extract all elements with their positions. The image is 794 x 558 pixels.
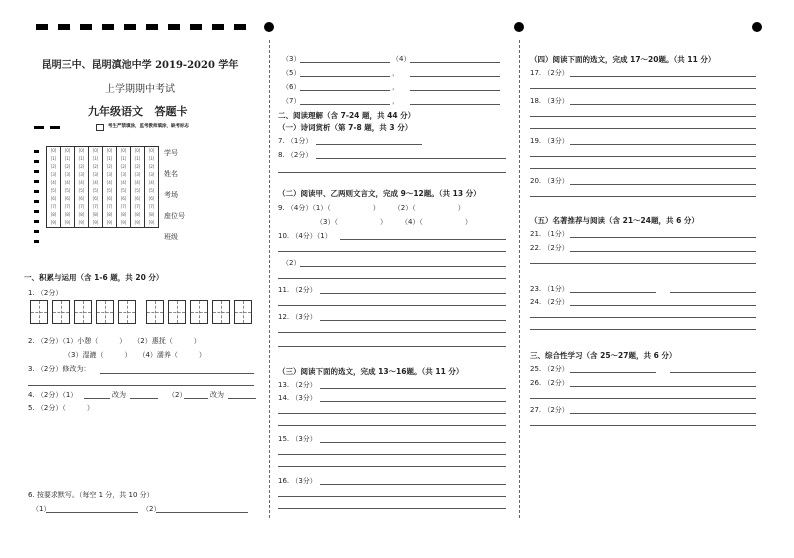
ticket-digit-bubble[interactable]: [9] — [106, 220, 113, 225]
q7-answer-line[interactable] — [316, 144, 422, 145]
ticket-digit-bubble[interactable]: [5] — [106, 188, 113, 193]
q10-2-answer-line-2[interactable] — [278, 278, 506, 279]
q23-answer-line-2[interactable] — [670, 292, 756, 293]
subsection-1-heading: （一）诗词赏析（第 7-8 题，共 3 分） — [278, 123, 413, 132]
ticket-digit-bubble[interactable]: [4] — [120, 180, 127, 185]
q24-answer-line-2[interactable] — [530, 317, 756, 318]
ticket-digit-bubble[interactable]: [3] — [50, 172, 57, 177]
q19-answer-line[interactable] — [570, 144, 756, 145]
q1-label: 1. （2分） — [28, 289, 63, 297]
ticket-digit-bubble[interactable]: [7] — [134, 204, 141, 209]
q25-answer-line-2[interactable] — [670, 372, 756, 373]
q20-answer-line[interactable] — [570, 184, 756, 185]
ticket-digit-bubble[interactable]: [8] — [148, 212, 155, 217]
ticket-digit-bubble[interactable]: [8] — [134, 212, 141, 217]
q14-answer-line-2[interactable] — [278, 413, 506, 414]
q1-grid-cell[interactable] — [212, 300, 230, 324]
ticket-digit-bubble[interactable]: [4] — [148, 180, 155, 185]
ticket-digit-column[interactable] — [130, 146, 145, 228]
q1-grid-cell[interactable] — [30, 300, 48, 324]
info-field-label: 姓名 — [164, 170, 178, 178]
ticket-digit-bubble[interactable]: [3] — [120, 172, 127, 177]
ticket-digit-bubble[interactable]: [2] — [134, 164, 141, 169]
fill-blank-line[interactable] — [410, 62, 500, 63]
ticket-digit-bubble[interactable]: [1] — [92, 156, 99, 161]
q26-label: 26. （2分） — [530, 379, 569, 387]
ticket-digit-bubble[interactable]: [7] — [50, 204, 57, 209]
q11-answer-line-2[interactable] — [278, 305, 506, 306]
info-field-label: 班级 — [164, 233, 178, 241]
q15-label: 15. （3分） — [278, 435, 317, 443]
ticket-digit-column[interactable] — [60, 146, 75, 228]
fill-blank-line[interactable] — [410, 90, 500, 91]
ticket-digit-bubble[interactable]: [7] — [120, 204, 127, 209]
fill-blank-line[interactable] — [300, 76, 390, 77]
ticket-digit-bubble[interactable]: [0] — [78, 148, 85, 153]
ticket-digit-column[interactable] — [116, 146, 131, 228]
q16-label: 16. （3分） — [278, 477, 317, 485]
ticket-digit-bubble[interactable]: [5] — [134, 188, 141, 193]
ticket-digit-bubble[interactable]: [1] — [106, 156, 113, 161]
exam-title: 上学期期中考试 — [105, 84, 175, 95]
ticket-digit-bubble[interactable]: [0] — [106, 148, 113, 153]
ticket-digit-bubble[interactable]: [9] — [148, 220, 155, 225]
ticket-digit-bubble[interactable]: [1] — [120, 156, 127, 161]
q23-answer-line[interactable] — [570, 292, 656, 293]
q22-label: 22. （2分） — [530, 244, 569, 252]
q26-answer-line[interactable] — [570, 386, 756, 387]
q1-grid-cell[interactable] — [146, 300, 164, 324]
q22-answer-line-2[interactable] — [530, 263, 756, 264]
q18-answer-line-3[interactable] — [530, 128, 756, 129]
ticket-digit-bubble[interactable]: [9] — [78, 220, 85, 225]
ticket-digit-column[interactable] — [88, 146, 103, 228]
q3-label: 3. （2分）修改为： — [28, 365, 91, 373]
q22-answer-line[interactable] — [570, 251, 756, 252]
ticket-digit-bubble[interactable]: [2] — [92, 164, 99, 169]
q18-label: 18. （3分） — [530, 97, 569, 105]
ticket-digit-bubble[interactable]: [7] — [64, 204, 71, 209]
q8-answer-line[interactable] — [316, 158, 506, 159]
q12-answer-line-3[interactable] — [278, 346, 506, 347]
ticket-digit-bubble[interactable]: [7] — [106, 204, 113, 209]
ticket-digit-bubble[interactable]: [4] — [78, 180, 85, 185]
ticket-digit-bubble[interactable]: [0] — [134, 148, 141, 153]
ticket-digit-bubble[interactable]: [0] — [148, 148, 155, 153]
q4-1-answer[interactable] — [130, 398, 158, 399]
ticket-digit-column[interactable] — [46, 146, 61, 228]
q4-2-label: （2） — [168, 391, 187, 399]
ticket-digit-bubble[interactable]: [5] — [92, 188, 99, 193]
fill-blank-line[interactable] — [410, 104, 500, 105]
q1-grid-cell[interactable] — [96, 300, 114, 324]
q26-answer-line-2[interactable] — [530, 398, 756, 399]
q4-1-blank[interactable] — [84, 398, 110, 399]
ticket-digit-bubble[interactable]: [6] — [50, 196, 57, 201]
subsection-3-heading: （三）阅读下面的选文，完成 13～16题。（共 11 分） — [278, 367, 464, 376]
q19-answer-line-3[interactable] — [530, 168, 756, 169]
q10-2-answer-line[interactable] — [300, 266, 506, 267]
school-title: 昆明三中、昆明滇池中学 2019-2020 学年 — [41, 60, 239, 71]
q4-change-label-2: 改为 — [210, 391, 224, 399]
q1-grid-cell[interactable] — [234, 300, 252, 324]
ticket-digit-bubble[interactable]: [2] — [148, 164, 155, 169]
absent-notice: 考生严禁填涂，监考教师填涂，缺考标志 — [108, 124, 189, 129]
q24-label: 24. （2分） — [530, 298, 569, 306]
ticket-digit-bubble[interactable]: [9] — [50, 220, 57, 225]
ticket-digit-bubble[interactable]: [8] — [64, 212, 71, 217]
info-field-label: 座位号 — [164, 212, 185, 220]
q23-label: 23. （1分） — [530, 285, 569, 293]
q4-2-blank[interactable] — [184, 398, 208, 399]
q12-answer-line-2[interactable] — [278, 332, 506, 333]
ticket-digit-bubble[interactable]: [6] — [134, 196, 141, 201]
q10-1-answer-line-2[interactable] — [278, 251, 506, 252]
q17-label: 17. （2分） — [530, 69, 569, 77]
ticket-digit-bubble[interactable]: [6] — [92, 196, 99, 201]
ticket-digit-bubble[interactable]: [5] — [148, 188, 155, 193]
ticket-digit-bubble[interactable]: [0] — [50, 148, 57, 153]
q6-label: 6. 按要求默写。（每空 1 分，共 10 分） — [28, 491, 154, 499]
q1-grid-cell[interactable] — [168, 300, 186, 324]
ticket-digit-bubble[interactable]: [9] — [134, 220, 141, 225]
q7-label: 7. （1分） — [278, 137, 313, 145]
ticket-digit-bubble[interactable]: [3] — [134, 172, 141, 177]
ticket-digit-column[interactable] — [74, 146, 89, 228]
ticket-digit-bubble[interactable]: [4] — [106, 180, 113, 185]
ticket-digit-bubble[interactable]: [2] — [50, 164, 57, 169]
q1-grid-cell[interactable] — [190, 300, 208, 324]
q12-label: 12. （3分） — [278, 313, 317, 321]
ticket-digit-bubble[interactable]: [3] — [78, 172, 85, 177]
q25-label: 25. （2分） — [530, 365, 569, 373]
absent-checkbox[interactable] — [96, 124, 104, 131]
ticket-digit-bubble[interactable]: [3] — [148, 172, 155, 177]
ticket-digit-bubble[interactable]: [7] — [78, 204, 85, 209]
q27-answer-line-2[interactable] — [530, 425, 756, 426]
ticket-digit-bubble[interactable]: [4] — [64, 180, 71, 185]
info-field-label: 学号 — [164, 149, 178, 157]
q18-answer-line-2[interactable] — [530, 116, 756, 117]
subsection-5-heading: （五）名著推荐与阅读（含 21～24题，共 6 分） — [530, 216, 699, 225]
q27-label: 27. （2分） — [530, 406, 569, 414]
q1-grid-cell[interactable] — [52, 300, 70, 324]
q24-answer-line-3[interactable] — [530, 329, 756, 330]
q11-answer-line[interactable] — [320, 293, 506, 294]
q27-answer-line[interactable] — [570, 413, 756, 414]
ticket-digit-bubble[interactable]: [6] — [148, 196, 155, 201]
q4-2-answer[interactable] — [228, 398, 256, 399]
ticket-digit-bubble[interactable]: [0] — [92, 148, 99, 153]
q14-answer-line-3[interactable] — [278, 425, 506, 426]
fill-blank-label: （4） — [392, 55, 411, 63]
ticket-digit-bubble[interactable]: [3] — [106, 172, 113, 177]
fill-blank-line[interactable] — [300, 90, 390, 91]
q20-label: 20. （3分） — [530, 177, 569, 185]
q17-answer-line[interactable] — [570, 76, 756, 77]
ticket-digit-bubble[interactable]: [8] — [120, 212, 127, 217]
q21-answer-line[interactable] — [570, 237, 756, 238]
q1-grid-cell[interactable] — [74, 300, 92, 324]
ticket-digit-bubble[interactable]: [3] — [92, 172, 99, 177]
ticket-digit-bubble[interactable]: [0] — [64, 148, 71, 153]
q10-1-answer-line[interactable] — [340, 239, 506, 240]
q24-answer-line[interactable] — [570, 305, 756, 306]
q3-answer-line[interactable] — [100, 373, 254, 374]
q19-label: 19. （3分） — [530, 137, 569, 145]
ticket-digit-bubble[interactable]: [2] — [64, 164, 71, 169]
ticket-digit-bubble[interactable]: [4] — [134, 180, 141, 185]
ticket-digit-bubble[interactable]: [4] — [92, 180, 99, 185]
ticket-digit-bubble[interactable]: [1] — [50, 156, 57, 161]
q14-answer-line[interactable] — [320, 401, 506, 402]
ticket-digit-bubble[interactable]: [4] — [50, 180, 57, 185]
fill-blank-label: ， — [392, 83, 399, 91]
q19-answer-line-2[interactable] — [530, 156, 756, 157]
q13-answer-line[interactable] — [320, 388, 506, 389]
info-field-label: 考场 — [164, 191, 178, 199]
subject-title: 九年级语文 答题卡 — [88, 105, 188, 118]
q8-label: 8. （2分） — [278, 151, 313, 159]
ticket-digit-column[interactable] — [102, 146, 117, 228]
q4-change-label: 改为 — [112, 391, 126, 399]
q15-answer-line[interactable] — [320, 442, 506, 443]
q15-answer-line-3[interactable] — [278, 466, 506, 467]
section-3-heading: 三、综合性学习（含 25～27题，共 6 分） — [530, 351, 677, 360]
q10-label: 10. （4分）（1） — [278, 232, 332, 240]
subsection-2-heading: （二）阅读甲、乙两则文言文，完成 9～12题。（共 13 分） — [278, 189, 481, 198]
ticket-digit-bubble[interactable]: [5] — [50, 188, 57, 193]
ticket-digit-bubble[interactable]: [9] — [120, 220, 127, 225]
fill-blank-line[interactable] — [300, 62, 390, 63]
ticket-digit-bubble[interactable]: [2] — [78, 164, 85, 169]
ticket-digit-bubble[interactable]: [2] — [120, 164, 127, 169]
ticket-digit-bubble[interactable]: [8] — [106, 212, 113, 217]
ticket-digit-bubble[interactable]: [6] — [78, 196, 85, 201]
ticket-digit-bubble[interactable]: [7] — [148, 204, 155, 209]
q20-answer-line-2[interactable] — [530, 196, 756, 197]
ticket-digit-bubble[interactable]: [6] — [106, 196, 113, 201]
q6-2-label: （2） — [142, 505, 161, 513]
ticket-digit-bubble[interactable]: [1] — [64, 156, 71, 161]
q2-line-b: （3）湿漉（ ） （4）濡养（ ） — [64, 351, 206, 359]
q2-line-a: 2. （2分）（1）小憩（ ） （2）惠抚（ ） — [28, 337, 201, 345]
fill-blank-label: （7） — [282, 97, 301, 105]
q6-2-blank[interactable] — [156, 512, 248, 513]
ticket-digit-bubble[interactable]: [9] — [64, 220, 71, 225]
ticket-digit-bubble[interactable]: [9] — [92, 220, 99, 225]
ticket-digit-bubble[interactable]: [1] — [148, 156, 155, 161]
ticket-digit-bubble[interactable]: [5] — [78, 188, 85, 193]
q13-label: 13. （2分） — [278, 381, 317, 389]
fill-blank-line[interactable] — [410, 76, 500, 77]
q11-label: 11. （2分） — [278, 286, 317, 294]
ticket-digit-bubble[interactable]: [1] — [134, 156, 141, 161]
q15-answer-line-2[interactable] — [278, 454, 506, 455]
q25-answer-line[interactable] — [570, 372, 656, 373]
ticket-digit-bubble[interactable]: [3] — [64, 172, 71, 177]
q21-label: 21. （1分） — [530, 230, 569, 238]
q6-1-label: （1） — [32, 505, 51, 513]
ticket-digit-bubble[interactable]: [5] — [64, 188, 71, 193]
q16-answer-line[interactable] — [320, 484, 506, 485]
ticket-digit-bubble[interactable]: [2] — [106, 164, 113, 169]
ticket-digit-bubble[interactable]: [6] — [120, 196, 127, 201]
fill-blank-label: （5） — [282, 69, 301, 77]
q10-2-label: （2） — [282, 259, 301, 267]
q14-label: 14. （3分） — [278, 394, 317, 402]
ticket-digit-bubble[interactable]: [1] — [78, 156, 85, 161]
q16-answer-line-2[interactable] — [278, 496, 506, 497]
q3-answer-line-2[interactable] — [28, 385, 254, 386]
fill-blank-label: （6） — [282, 83, 301, 91]
ticket-digit-bubble[interactable]: [8] — [78, 212, 85, 217]
q5-label: 5. （2分）（ ） — [28, 404, 94, 412]
fill-blank-label: ， — [392, 69, 399, 77]
ticket-digit-bubble[interactable]: [7] — [92, 204, 99, 209]
subsection-4-heading: （四）阅读下面的选文，完成 17～20题。（共 11 分） — [530, 55, 716, 64]
q16-answer-line-3[interactable] — [278, 508, 506, 509]
fill-blank-label: ， — [392, 97, 399, 105]
q18-answer-line[interactable] — [570, 104, 756, 105]
q6-1-blank[interactable] — [46, 512, 138, 513]
q9-line-a: 9. （4分）（1）（ ） （2）（ ） — [278, 204, 465, 212]
section-1-heading: 一、积累与运用（含 1-6 题，共 20 分） — [24, 273, 164, 282]
column-divider — [269, 40, 270, 518]
q17-answer-line-2[interactable] — [530, 88, 756, 89]
ticket-digit-bubble[interactable]: [6] — [64, 196, 71, 201]
ticket-digit-bubble[interactable]: [8] — [92, 212, 99, 217]
ticket-digit-column[interactable] — [144, 146, 159, 228]
q8-answer-line-2[interactable] — [278, 172, 506, 173]
q1-grid-cell[interactable] — [118, 300, 136, 324]
q9-line-b: （3）（ ） （4）（ ） — [316, 218, 472, 226]
section-2-heading: 二、阅读理解（含 7-24 题，共 44 分） — [278, 111, 416, 120]
ticket-digit-bubble[interactable]: [0] — [120, 148, 127, 153]
fill-blank-line[interactable] — [300, 104, 390, 105]
ticket-digit-bubble[interactable]: [5] — [120, 188, 127, 193]
fill-blank-label: （3） — [282, 55, 301, 63]
q4-label: 4. （2分）（1） — [28, 391, 78, 399]
column-divider — [519, 40, 520, 518]
q12-answer-line[interactable] — [320, 320, 506, 321]
ticket-digit-bubble[interactable]: [8] — [50, 212, 57, 217]
